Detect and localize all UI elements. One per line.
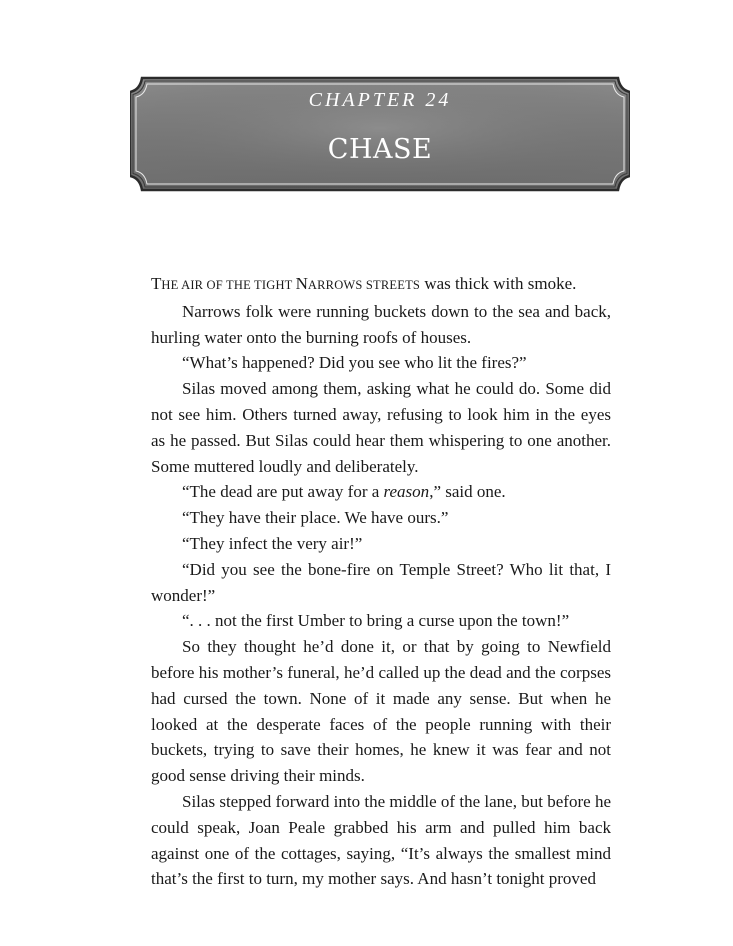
paragraph: “Did you see the bone-fire on Temple Street? Who lit that, I wonder!”	[151, 559, 611, 605]
chapter-title: CHASE	[327, 134, 433, 165]
paragraph-text: “The dead are put away for a	[182, 482, 384, 502]
initial-letter: N	[295, 274, 308, 293]
small-caps-text: HE AIR OF THE TIGHT	[161, 278, 296, 292]
paragraph-text: was thick with smoke.	[420, 274, 577, 293]
chapter-body	[151, 271, 611, 892]
opening-paragraph	[151, 271, 611, 299]
small-caps-text: ARROWS STREETS	[307, 278, 421, 292]
paragraph: “They have their place. We have ours.”	[182, 508, 449, 528]
chapter-number: CHAPTER 24	[308, 89, 452, 111]
paragraph: Silas moved among them, asking what he could do. Some did not see him. Others turned away, refusing to look him in the eyes as he passed. But Silas could hear them whispering to one another. Some muttered loudly and deliberately.	[151, 379, 611, 476]
paragraph	[151, 479, 611, 505]
paragraph: Silas stepped forward into the middle of the lane, but before he could speak, Joan Peale grabbed his arm and pulled him back against one of the cottages, saying, “It’s always the smallest mind that’s the first to turn, my mother says. And hasn’t tonight proved	[151, 791, 611, 889]
paragraph: Narrows folk were running buckets down to the sea and back, hurling water onto the burning roofs of houses.	[151, 301, 611, 347]
paragraph: “They infect the very air!”	[182, 533, 363, 553]
initial-letter: T	[151, 274, 162, 293]
italic-word: reason	[383, 482, 430, 502]
paragraph: So they thought he’d done it, or that by going to Newfield before his mother’s funeral, he’d called up the dead and the corpses had cursed the town. None of it made any sense. But when he looked at the desperate faces of the people running with their buckets, trying to save their homes, he knew it was fear and not good sense driving their minds.	[151, 637, 611, 786]
paragraph-text: ,” said one.	[429, 482, 506, 502]
paragraph: “What’s happened? Did you see who lit the fires?”	[182, 353, 527, 373]
paragraph: “. . . not the first Umber to bring a curse upon the town!”	[182, 611, 570, 631]
